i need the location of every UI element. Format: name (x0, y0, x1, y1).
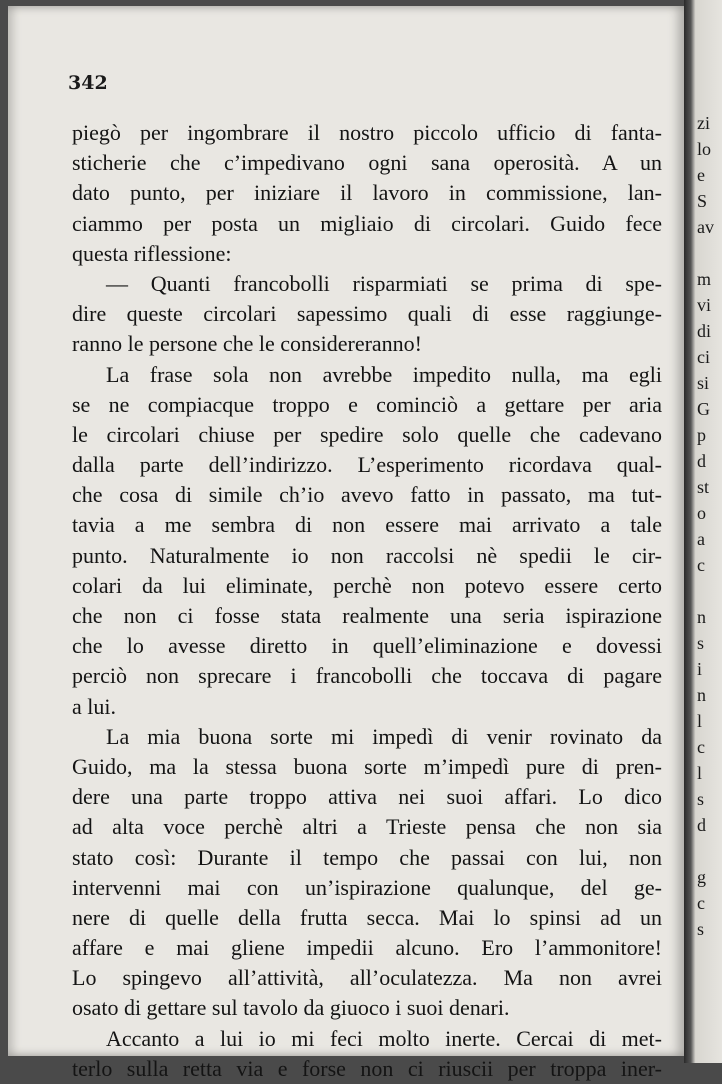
next-page-fragment: ci (697, 347, 710, 367)
next-page-fragment (697, 838, 722, 864)
next-page-fragment: S (697, 191, 708, 211)
next-page-fragment: c (697, 893, 705, 913)
page-number: 342 (68, 72, 108, 94)
next-page-fragment: zi (697, 113, 710, 133)
text-line: affare e mai gliene impedii alcuno. Ero l’ammonitore! (72, 935, 662, 961)
next-page-fragment: s (697, 919, 705, 939)
text-line: stato così: Durante il tempo che passai con lui, non (72, 844, 662, 870)
next-page-fragment: di (697, 321, 712, 341)
next-page-fragment: l (697, 711, 703, 731)
text-line: nere di quelle della frutta secca. Mai lo spinsi ad un (72, 904, 662, 930)
text-line: dere una parte troppo attiva nei suoi affari. Lo dico (72, 784, 662, 810)
next-page-fragment: lo (697, 139, 712, 159)
next-page-fragment: s (697, 789, 705, 809)
text-line: dato punto, per iniziare il lavoro in commissione, lan- (72, 180, 662, 206)
text-line: dalla parte dell’indirizzo. L’esperimento ricordava qual- (72, 452, 662, 478)
text-line: sticherie che c’impedivano ogni sana operosità. A un (72, 150, 662, 176)
text-line: ranno le persone che le considereranno! (72, 331, 423, 357)
text-line: La mia buona sorte mi impedì di venir rovinato da (106, 723, 662, 749)
text-line: a lui. (72, 693, 116, 719)
next-page-fragment: n (697, 607, 706, 627)
text-line: Accanto a lui io mi feci molto inerte. Cercai di met- (106, 1025, 662, 1051)
next-page-fragment: g (697, 867, 706, 887)
body-text (72, 118, 662, 1084)
book-page (8, 6, 684, 1081)
text-line: questa riflessione: (72, 240, 232, 266)
text-line: terlo sulla retta via e forse non ci riuscii per troppa iner- (72, 1055, 662, 1081)
next-page-fragment: d (697, 815, 706, 835)
text-line: colari da lui eliminate, perchè non potevo essere certo (72, 572, 662, 598)
text-line: — Quanti francobolli risparmiati se prima di spe- (106, 270, 662, 296)
next-page-fragment: e (697, 165, 705, 185)
text-line: perciò non sprecare i francobolli che toccava di pagare (72, 663, 662, 689)
next-page-fragment: d (697, 451, 706, 471)
next-page-fragment: i (697, 659, 703, 679)
text-line: le circolari chiuse per spedire solo quelle che cadevano (72, 421, 662, 447)
next-page-fragment: c (697, 737, 705, 757)
text-line: punto. Naturalmente io non raccolsi nè spedii le cir- (72, 542, 662, 568)
text-line: che non ci fosse stata realmente una seria ispirazione (72, 603, 662, 628)
text-line: che cosa di simile ch’io avevo fatto in passato, ma tut- (72, 482, 662, 508)
next-page-fragment: o (697, 503, 706, 523)
text-line: se ne compiacque troppo e cominciò a gettare per aria (72, 391, 662, 417)
next-page-fragment: l (697, 763, 703, 783)
next-page-fragment: m (697, 269, 712, 289)
text-line: Lo spingevo all’attività, all’oculatezza. Ma non avrei (72, 965, 662, 991)
next-page-fragment: n (697, 685, 706, 705)
next-page-fragment: av (697, 217, 714, 237)
text-line: Guido, ma la stessa buona sorte m’impedì pure di pren- (72, 753, 662, 779)
text-line: osato di gettare sul tavolo da giuoco i suoi denari. (72, 995, 510, 1021)
next-page-edge (697, 110, 722, 942)
text-line: La frase sola non avrebbe impedito nulla, ma egli (106, 361, 662, 387)
next-page-fragment: si (697, 373, 710, 393)
text-line: che lo avesse diretto in quell’eliminazione e dovessi (72, 633, 662, 659)
next-page-fragment (697, 240, 722, 266)
next-page-fragment: G (697, 399, 710, 419)
next-page-fragment (697, 578, 722, 604)
text-line: tavia a me sembra di non essere mai arrivato a tale (72, 512, 662, 538)
next-page-fragment: vi (697, 295, 712, 315)
next-page-fragment: c (697, 555, 705, 575)
next-page-fragment: s (697, 633, 705, 653)
next-page-fragment: a (697, 529, 705, 549)
next-page-fragment: st (697, 477, 710, 497)
text-line: intervenni mai con un’ispirazione qualunque, del ge- (72, 874, 662, 900)
text-line: ad alta voce perchè altri a Trieste pensa che non sia (72, 814, 662, 840)
text-line: piegò per ingombrare il nostro piccolo ufficio di fanta- (72, 120, 662, 145)
text-line: dire queste circolari sapessimo quali di esse raggiunge- (72, 301, 662, 327)
text-line: ciammo per posta un migliaio di circolari. Guido fece (72, 210, 662, 236)
next-page-fragment: p (697, 425, 706, 445)
